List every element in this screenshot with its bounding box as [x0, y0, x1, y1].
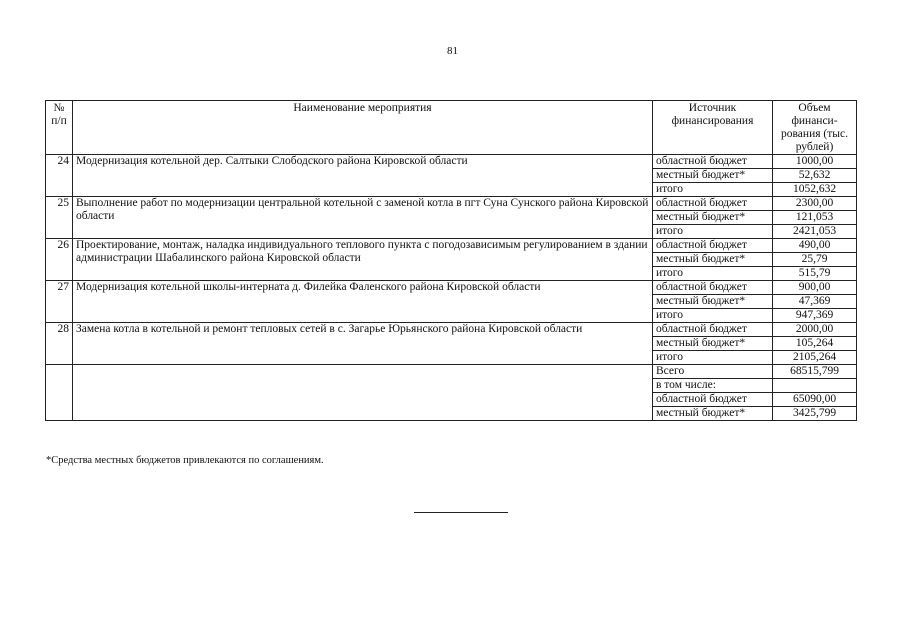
table-header [46, 101, 857, 155]
source-value: 2105,264 [773, 351, 857, 365]
totals-blank-num [46, 365, 73, 421]
totals-value [773, 379, 857, 393]
table-row [46, 281, 857, 295]
funding-table [45, 100, 857, 421]
source-label: местный бюджет* [653, 337, 773, 351]
source-label: областной бюджет [653, 197, 773, 211]
header-name: Наименование мероприятия [73, 101, 653, 155]
source-value: 1052,632 [773, 183, 857, 197]
totals-blank-name [73, 365, 653, 421]
row-number: 25 [46, 197, 73, 239]
totals-value: 65090,00 [773, 393, 857, 407]
source-label: итого [653, 183, 773, 197]
row-number: 24 [46, 155, 73, 197]
end-divider [414, 512, 508, 513]
table-body [46, 155, 857, 421]
source-value: 25,79 [773, 253, 857, 267]
source-value: 1000,00 [773, 155, 857, 169]
source-value: 515,79 [773, 267, 857, 281]
row-name: Проектирование, монтаж, наладка индивидуального теплового пункта с погодозависимым регулированием в здании администрации Шабалинского района Кировской области [73, 239, 653, 281]
row-name: Замена котла в котельной и ремонт тепловых сетей в с. Загарье Юрьянского района Кировской области [73, 323, 653, 365]
source-value: 121,053 [773, 211, 857, 225]
header-source: Источник финансирования [653, 101, 773, 155]
source-value: 947,369 [773, 309, 857, 323]
totals-value: 3425,799 [773, 407, 857, 421]
totals-label: в том числе: [653, 379, 773, 393]
row-name: Выполнение работ по модернизации центральной котельной с заменой котла в пгт Суна Сунского района Кировской области [73, 197, 653, 239]
row-number: 26 [46, 239, 73, 281]
source-value: 2300,00 [773, 197, 857, 211]
totals-label: областной бюджет [653, 393, 773, 407]
page-number: 81 [447, 45, 458, 57]
source-value: 105,264 [773, 337, 857, 351]
row-name: Модернизация котельной школы-интерната д. Филейка Фаленского района Кировской области [73, 281, 653, 323]
source-label: местный бюджет* [653, 253, 773, 267]
source-label: местный бюджет* [653, 169, 773, 183]
source-label: областной бюджет [653, 281, 773, 295]
header-volume: Объем финанси-рования (тыс. рублей) [773, 101, 857, 155]
source-value: 47,369 [773, 295, 857, 309]
header-num: № п/п [46, 101, 73, 155]
source-label: итого [653, 309, 773, 323]
row-number: 28 [46, 323, 73, 365]
totals-value: 68515,799 [773, 365, 857, 379]
source-value: 2421,053 [773, 225, 857, 239]
totals-row [46, 365, 857, 379]
table-row [46, 197, 857, 211]
source-value: 490,00 [773, 239, 857, 253]
source-label: местный бюджет* [653, 211, 773, 225]
table-row [46, 155, 857, 169]
totals-label: Всего [653, 365, 773, 379]
source-label: местный бюджет* [653, 295, 773, 309]
source-label: итого [653, 225, 773, 239]
totals-label: местный бюджет* [653, 407, 773, 421]
source-label: итого [653, 351, 773, 365]
source-label: областной бюджет [653, 239, 773, 253]
table-row [46, 239, 857, 253]
source-value: 52,632 [773, 169, 857, 183]
row-number: 27 [46, 281, 73, 323]
source-label: итого [653, 267, 773, 281]
source-label: областной бюджет [653, 323, 773, 337]
footnote: *Средства местных бюджетов привлекаются по соглашениям. [46, 455, 324, 466]
row-name: Модернизация котельной дер. Салтыки Слободского района Кировской области [73, 155, 653, 197]
source-value: 2000,00 [773, 323, 857, 337]
table-row [46, 323, 857, 337]
source-label: областной бюджет [653, 155, 773, 169]
source-value: 900,00 [773, 281, 857, 295]
